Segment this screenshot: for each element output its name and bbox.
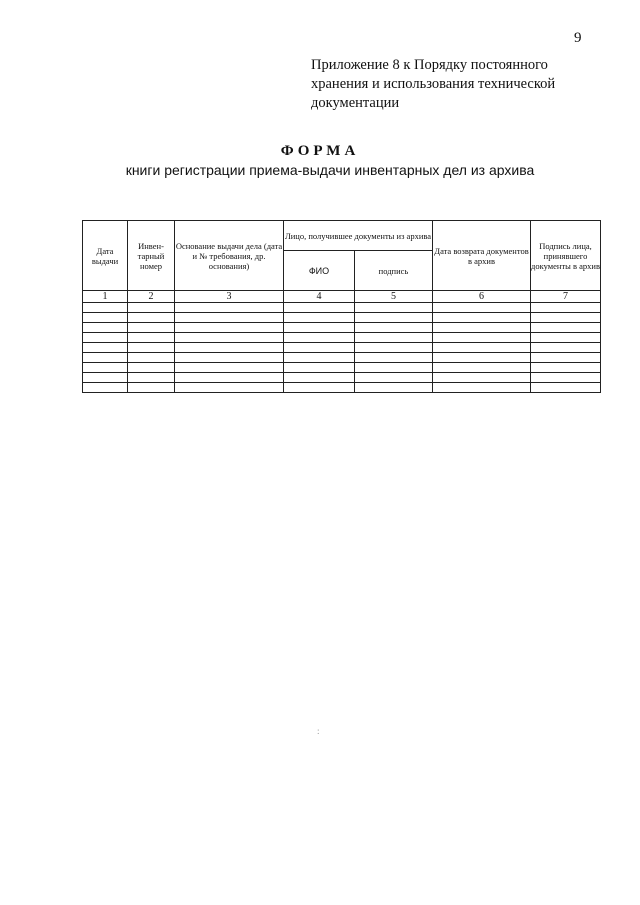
- table-cell: [284, 333, 355, 343]
- column-number: 1: [83, 291, 128, 303]
- page-number: 9: [574, 30, 582, 46]
- table-cell: [175, 303, 284, 313]
- form-subtitle: книги регистрации приема-выдачи инвентарных дел из архива: [125, 162, 535, 178]
- table-cell: [355, 373, 433, 383]
- appendix-line: документации: [311, 95, 400, 111]
- table-cell: [83, 323, 128, 333]
- table-row: [83, 373, 601, 383]
- header-return-date: Дата возврата документов в архив: [433, 221, 531, 291]
- table-row: [83, 323, 601, 333]
- table-cell: [175, 363, 284, 373]
- table-cell: [355, 343, 433, 353]
- header-inventory-number: Инвен-тарный номер: [128, 221, 175, 291]
- header-recipient-group: Лицо, получившее документы из архива: [284, 221, 433, 251]
- table-cell: [355, 383, 433, 393]
- table-cell: [175, 343, 284, 353]
- table-cell: [284, 353, 355, 363]
- table-cell: [433, 343, 531, 353]
- table-cell: [83, 303, 128, 313]
- table-cell: [531, 323, 601, 333]
- table-cell: [128, 373, 175, 383]
- table-cell: [128, 333, 175, 343]
- appendix-line: хранения и использования технической: [311, 76, 556, 92]
- table-cell: [433, 383, 531, 393]
- table-cell: [83, 313, 128, 323]
- table-cell: [284, 343, 355, 353]
- table-cell: [531, 303, 601, 313]
- table-cell: [355, 363, 433, 373]
- table-cell: [433, 363, 531, 373]
- table-cell: [284, 363, 355, 373]
- table-cell: [128, 303, 175, 313]
- table-cell: [128, 343, 175, 353]
- table-cell: [355, 323, 433, 333]
- table-cell: [83, 333, 128, 343]
- table-cell: [433, 373, 531, 383]
- table-cell: [284, 383, 355, 393]
- table-cell: [531, 313, 601, 323]
- table-row: [83, 343, 601, 353]
- table-cell: [83, 363, 128, 373]
- table-row: [83, 383, 601, 393]
- table-cell: [531, 383, 601, 393]
- appendix-reference: [311, 56, 611, 113]
- table-cell: [355, 313, 433, 323]
- table-cell: [433, 303, 531, 313]
- column-number: 4: [284, 291, 355, 303]
- header-basis: Основание выдачи дела (дата и № требования, др. основания): [175, 221, 284, 291]
- column-number: 3: [175, 291, 284, 303]
- table-cell: [355, 333, 433, 343]
- table-cell: [175, 323, 284, 333]
- header-receiver-signature: Подпись лица, принявшего документы в архив: [531, 221, 601, 291]
- table-cell: [355, 353, 433, 363]
- table-cell: [128, 363, 175, 373]
- table-cell: [433, 353, 531, 363]
- table-row: [83, 303, 601, 313]
- table-cell: [531, 373, 601, 383]
- table-cell: [128, 313, 175, 323]
- table-cell: [175, 333, 284, 343]
- table-cell: [128, 383, 175, 393]
- table-row: [83, 363, 601, 373]
- table-cell: [355, 303, 433, 313]
- table-cell: [433, 313, 531, 323]
- table-cell: [83, 373, 128, 383]
- column-number: 2: [128, 291, 175, 303]
- column-number: 5: [355, 291, 433, 303]
- table-cell: [284, 373, 355, 383]
- table-cell: [128, 323, 175, 333]
- column-number: 6: [433, 291, 531, 303]
- footer-mark: :: [317, 726, 320, 736]
- table-row: [83, 333, 601, 343]
- table-cell: [531, 333, 601, 343]
- column-number-row: [83, 291, 601, 303]
- header-fio: ФИО: [284, 251, 355, 291]
- table-cell: [284, 323, 355, 333]
- table-cell: [284, 303, 355, 313]
- table-cell: [175, 313, 284, 323]
- table-cell: [531, 353, 601, 363]
- table-cell: [83, 353, 128, 363]
- table-cell: [531, 363, 601, 373]
- column-number: 7: [531, 291, 601, 303]
- header-signature: подпись: [355, 251, 433, 291]
- table-cell: [531, 343, 601, 353]
- table-cell: [284, 313, 355, 323]
- table-cell: [433, 333, 531, 343]
- header-date-issue: Дата выдачи: [83, 221, 128, 291]
- table-cell: [175, 353, 284, 363]
- table-row: [83, 313, 601, 323]
- table-cell: [128, 353, 175, 363]
- table-cell: [175, 383, 284, 393]
- table-cell: [83, 343, 128, 353]
- table-cell: [83, 383, 128, 393]
- form-title: ФОРМА: [280, 143, 360, 159]
- table-cell: [433, 323, 531, 333]
- appendix-line: Приложение 8 к Порядку постоянного: [311, 57, 548, 73]
- table-row: [83, 353, 601, 363]
- table-cell: [175, 373, 284, 383]
- registration-table: [82, 220, 601, 393]
